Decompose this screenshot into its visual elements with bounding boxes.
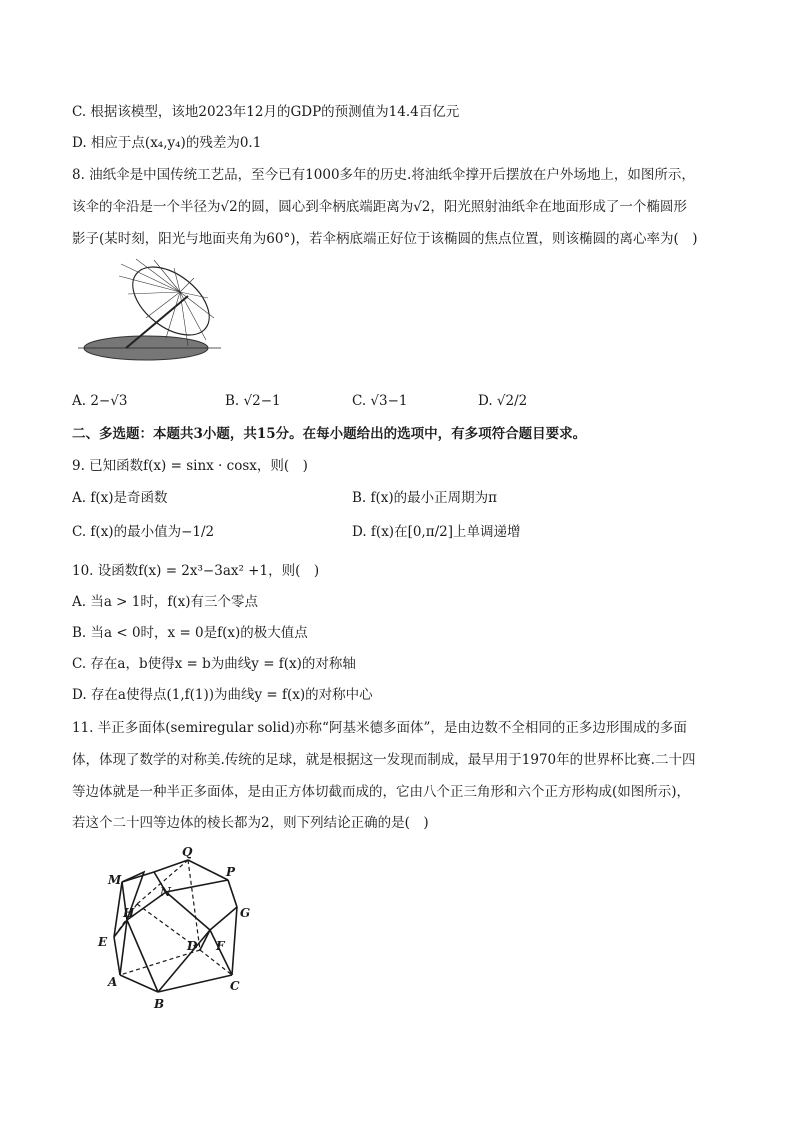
vertex-label-g: G — [240, 906, 251, 920]
q8-option-c: C. √3−1 — [352, 393, 408, 409]
q9-option-b: B. f(x)的最小正周期为π — [352, 490, 498, 506]
vertex-label-n: N — [160, 885, 171, 899]
umbrella-figure — [76, 256, 226, 366]
vertex-label-p: P — [226, 865, 236, 879]
vertex-label-m: M — [108, 873, 122, 887]
q8-option-b: B. √2−1 — [225, 393, 281, 409]
q10-option-b: B. 当a < 0时，x = 0是f(x)的极大值点 — [72, 625, 308, 641]
q8-stem-line3: 影子(某时刻，阳光与地面夹角为60°)，若伞柄底端正好位于该椭圆的焦点位置，则该椭圆的离心率为( ) — [72, 231, 698, 247]
q11-stem-line4: 若这个二十四等边体的棱长都为2，则下列结论正确的是( ) — [72, 815, 429, 831]
q10-option-a: A. 当a > 1时，f(x)有三个零点 — [72, 594, 259, 610]
q10-stem: 10. 设函数f(x) = 2x³−3ax² +1，则( ) — [72, 563, 320, 579]
q8-option-a: A. 2−√3 — [72, 393, 128, 409]
q10-option-c: C. 存在a，b使得x = b为曲线y = f(x)的对称轴 — [72, 656, 356, 672]
q8-option-d: D. √2/2 — [478, 393, 528, 409]
q8-stem-line2: 该伞的伞沿是一个半径为√2的圆，圆心到伞柄底端距离为√2，阳光照射油纸伞在地面形成了一个椭圆形 — [72, 199, 687, 215]
q11-stem-line1: 11. 半正多面体(semiregular solid)亦称“阿基米德多面体”，是由边数不全相同的正多边形围成的多面 — [72, 720, 687, 736]
vertex-label-b: B — [154, 997, 165, 1011]
q9-option-c: C. f(x)的最小值为−1/2 — [72, 524, 215, 540]
q11-stem-line3: 等边体就是一种半正多面体，是由正方体切截而成的，它由八个正三角形和六个正方形构成(如图所示)， — [72, 784, 691, 800]
q11-stem-line2: 体，体现了数学的对称美.传统的足球，就是根据这一发现而制成，最早用于1970年的世界杯比赛.二十四 — [72, 752, 696, 768]
q7-option-d: D. 相应于点(x₄,y₄)的残差为0.1 — [72, 135, 262, 151]
vertex-label-e: E — [98, 935, 108, 949]
vertex-label-a: A — [108, 975, 118, 989]
q9-stem: 9. 已知函数f(x) = sinx · cosx，则( ) — [72, 458, 308, 474]
vertex-label-c: C — [230, 979, 240, 993]
vertex-label-h: H — [123, 906, 135, 920]
q7-option-c: C. 根据该模型，该地2023年12月的GDP的预测值为14.4百亿元 — [72, 104, 460, 120]
vertex-label-d: D — [187, 939, 198, 953]
vertex-label-f: F — [216, 939, 225, 953]
vertex-label-q: Q — [182, 845, 193, 859]
q8-stem-line1: 8. 油纸伞是中国传统工艺品，至今已有1000多年的历史.将油纸伞撑开后摆放在户外场地上，如图所示， — [72, 167, 695, 183]
q9-option-d: D. f(x)在[0,π/2]上单调递增 — [352, 524, 521, 540]
section-2-heading: 二、多选题：本题共3小题，共15分。在每小题给出的选项中，有多项符合题目要求。 — [72, 426, 587, 442]
q9-option-a: A. f(x)是奇函数 — [72, 490, 168, 506]
polyhedron-figure — [92, 842, 272, 1022]
q10-option-d: D. 存在a使得点(1,f(1))为曲线y = f(x)的对称中心 — [72, 687, 373, 703]
